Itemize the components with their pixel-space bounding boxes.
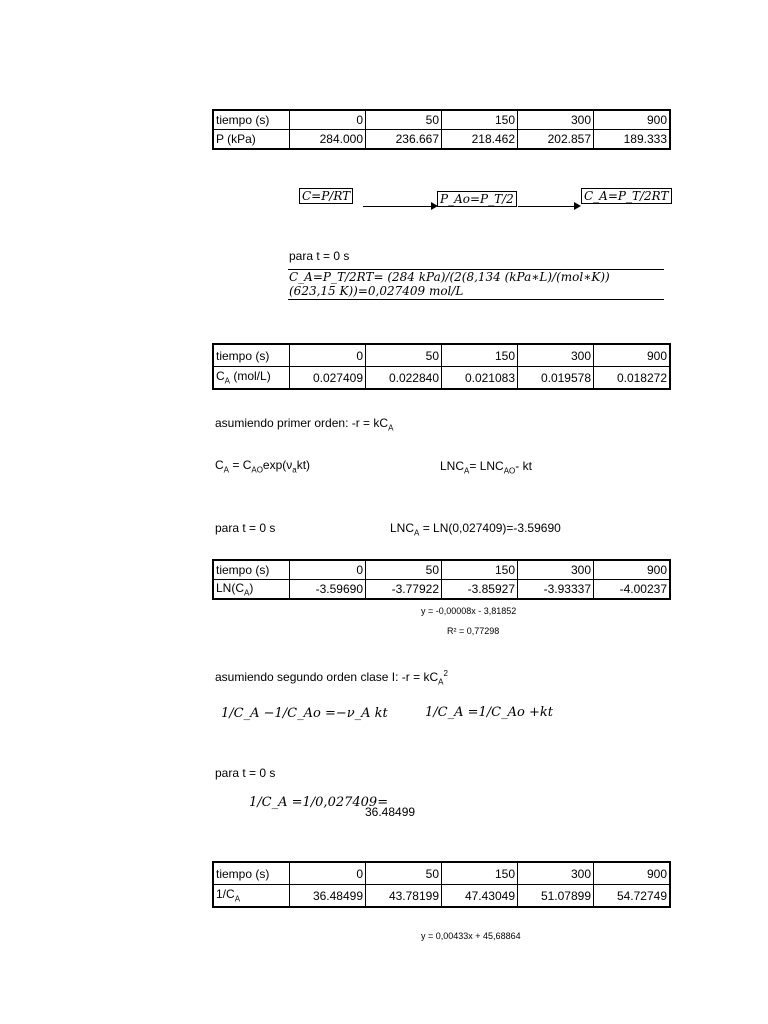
table-cell: 300 (518, 344, 594, 367)
second-order-equation: 1/C_A −1/C_Ao =−ν_A kt (221, 706, 388, 721)
table-row (213, 110, 670, 130)
table-cell: 900 (594, 110, 671, 130)
first-order-heading: asumiendo primer orden: $-r = kC_A$ (215, 416, 394, 433)
section-heading: para t = 0 s (215, 521, 276, 535)
table-cell: 47.43049 (442, 885, 518, 908)
table-cell: 0 (290, 344, 366, 367)
table-row (213, 862, 670, 885)
table-cell: 202.857 (518, 130, 594, 150)
table-cell: 51.07899 (518, 885, 594, 908)
inverse-table (212, 861, 671, 908)
table-cell: 150 (442, 110, 518, 130)
inverse-result: 36.48499 (365, 805, 416, 819)
row-label: tiempo (s) (213, 862, 290, 885)
table-cell: 0.027409 (290, 367, 366, 390)
row-label: tiempo (s) (213, 110, 290, 130)
second-order-heading: asumiendo segundo orden clase I: $-r = kC_A^2$ (215, 669, 448, 687)
ln-table (212, 559, 671, 600)
ca-equation: C_A=P_T/2RT (581, 188, 672, 204)
equation-line: (623,15 K))=0,027409 mol/L (289, 284, 464, 298)
table-cell: 36.48499 (290, 885, 366, 908)
section-heading: para t = 0 s (215, 766, 276, 780)
fit-r2: R² = 0,77298 (447, 626, 500, 636)
table-cell: -3.59690 (290, 580, 366, 600)
table-cell: 43.78199 (366, 885, 442, 908)
table-cell: 50 (366, 560, 442, 580)
row-label: $C_A$ (mol/L) (213, 367, 290, 390)
equation-line: C_A=P_T/2RT= (284 kPa)/(2(8,134 (kPa∗L)/(mol∗K)) (289, 270, 610, 284)
concentration-table (212, 343, 671, 390)
exp-equation: $C_A = C_{AO}\exp(\nu_akt)$ (215, 458, 311, 475)
table-cell: 0.018272 (594, 367, 671, 390)
second-order-linear: 1/C_A =1/C_Ao +kt (425, 705, 553, 720)
fit-equation: y = 0,00433x + 45,68864 (421, 931, 521, 941)
table-cell: 300 (518, 862, 594, 885)
table-cell: -3.77922 (366, 580, 442, 600)
table-cell: 50 (366, 344, 442, 367)
table-cell: 50 (366, 110, 442, 130)
arrow-line (363, 206, 433, 207)
table-cell: 900 (594, 862, 671, 885)
inverse-equation: 1/C_A =1/0,027409= (249, 795, 389, 810)
divider (288, 299, 664, 300)
pressure-table (212, 109, 671, 150)
lnca-equation: $LNC_A = LN(0,027409)=-3.59690$ (390, 521, 561, 538)
table-cell: 0 (290, 862, 366, 885)
row-label: $1/C_A$ (213, 885, 290, 908)
ln-equation: $LNC_A= LNC_{AO}-$ kt (440, 459, 532, 476)
table-cell: 284.000 (290, 130, 366, 150)
table-cell: 0.022840 (366, 367, 442, 390)
table-cell: 0.021083 (442, 367, 518, 390)
table-cell: 150 (442, 560, 518, 580)
row-label: $LN(C_A)$ (213, 580, 290, 600)
table-cell: 0 (290, 110, 366, 130)
arrow-right-icon (574, 202, 581, 210)
table-cell: -3.85927 (442, 580, 518, 600)
table-cell: 150 (442, 344, 518, 367)
fit-equation: y = -0,00008x - 3,81852 (421, 606, 517, 616)
row-label: P (kPa) (213, 130, 290, 150)
arrow-line (518, 206, 576, 207)
table-row (213, 580, 670, 600)
table-row (213, 344, 670, 367)
table-row (213, 130, 670, 150)
section-heading: para t = 0 s (289, 249, 350, 263)
table-cell: 189.333 (594, 130, 671, 150)
table-cell: 0.019578 (518, 367, 594, 390)
table-cell: 54.72749 (594, 885, 671, 908)
table-cell: 300 (518, 560, 594, 580)
table-cell: 50 (366, 862, 442, 885)
table-cell: 0 (290, 560, 366, 580)
table-cell: 900 (594, 344, 671, 367)
c-equation: C=P/RT (299, 188, 353, 204)
table-cell: 900 (594, 560, 671, 580)
table-cell: 236.667 (366, 130, 442, 150)
pao-equation: P_Ao=P_T/2 (437, 191, 517, 207)
table-cell: -4.00237 (594, 580, 671, 600)
table-cell: 218.462 (442, 130, 518, 150)
table-row (213, 560, 670, 580)
row-label: tiempo (s) (213, 344, 290, 367)
table-cell: -3.93337 (518, 580, 594, 600)
row-label: tiempo (s) (213, 560, 290, 580)
table-row (213, 367, 670, 390)
table-cell: 300 (518, 110, 594, 130)
table-row (213, 885, 670, 908)
table-cell: 150 (442, 862, 518, 885)
